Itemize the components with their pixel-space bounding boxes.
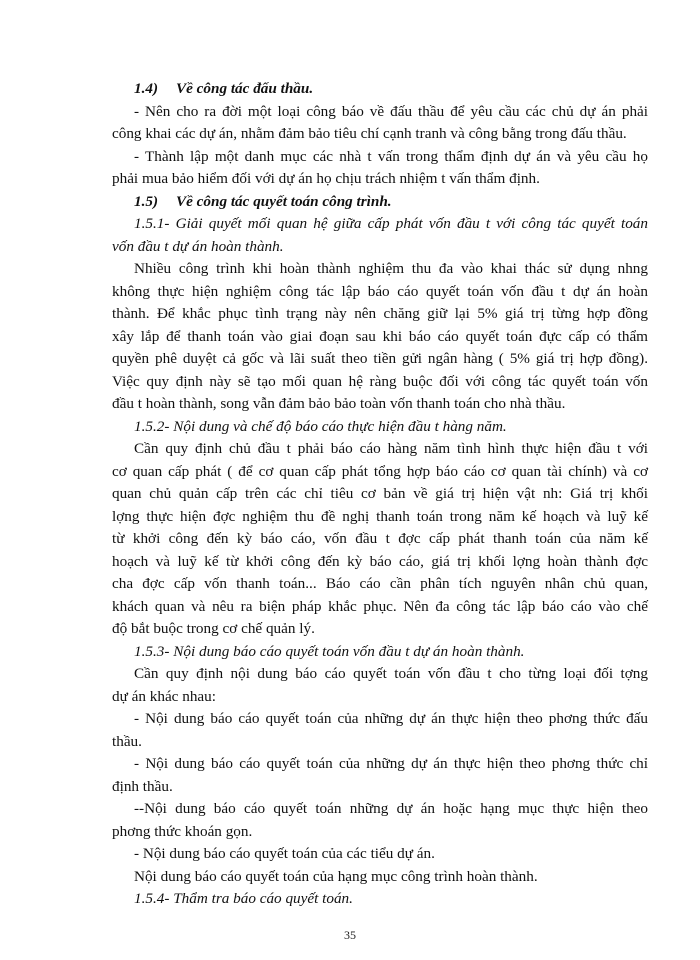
heading-text: Về công tác đấu thầu.	[176, 80, 314, 97]
list-item-cont: định thầu.	[112, 777, 173, 795]
list-item: - Nội dung báo cáo quyết toán của những dự án thực hiện theo phơng thức đấu	[134, 710, 648, 727]
list-item: --Nội dung báo cáo quyết toán những dự án hoặc hạng mục thực hiện theo	[134, 800, 648, 817]
paragraph-line: dự án khác nhau:	[112, 687, 216, 705]
paragraph-line: Cần quy định chủ đầu t phải báo cáo hàng năm tình hình thực hiện đầu t với	[134, 440, 648, 457]
paragraph-line: cha đợc cấp vốn thanh toán... Báo cáo cần phân tích nguyên nhân chủ quan,	[112, 575, 648, 592]
subsection-title-1-5-1: 1.5.1- Giải quyết mối quan hệ giữa cấp phát vốn đầu t với công tác quyết toán	[134, 215, 648, 232]
paragraph-line: - Nên cho ra đời một loại công báo về đấu thầu để yêu cầu các chủ dự án phải	[134, 102, 648, 120]
paragraph-line: cơ quan cấp phát ( để cơ quan cấp phát tổng hợp báo cáo cơ quan tài chính) và cơ	[112, 462, 648, 480]
paragraph-line: Nhiều công trình khi hoàn thành nghiệm thu đa vào khai thác sử dụng nhng	[134, 260, 648, 277]
paragraph-line: công khai các dự án, nhằm đảm bảo tiêu chí cạnh tranh và công bằng trong đấu thầu.	[112, 125, 627, 142]
list-item-cont: thầu.	[112, 732, 142, 750]
page-number: 35	[344, 928, 356, 942]
paragraph-line: hoạch và luỹ kế từ khởi công đến kỳ báo cáo, giá trị khối lợng hoàn thành đợc	[112, 552, 648, 570]
paragraph-line: quan chủ quản cấp trên các chỉ tiêu cơ bản về giá trị hiện vật nh: Giá trị khối	[112, 485, 648, 502]
paragraph-line: lợng thực hiện đợc nghiệm thu đề nghị thanh toán trong năm kế hoạch và luỹ kế	[112, 507, 648, 525]
paragraph-line: đầu t hoàn thành, song vẫn đảm bảo bảo toàn vốn thanh toán cho nhà thầu.	[112, 395, 566, 412]
heading-number: 1.4)	[134, 80, 159, 97]
paragraph-line: Việc quy định này sẽ tạo mối quan hệ ràng buộc đối với công tác quyết toán vốn	[112, 372, 648, 390]
subsection-title-1-5-1-cont: vốn đầu t dự án hoàn thành.	[112, 237, 284, 255]
heading-text: Về công tác quyết toán công trình.	[176, 192, 392, 210]
paragraph-line: Nội dung báo cáo quyết toán của hạng mục công trình hoàn thành.	[134, 867, 538, 885]
list-item-cont: phơng thức khoán gọn.	[112, 822, 253, 840]
heading-number: 1.5)	[134, 192, 159, 210]
subsection-title-1-5-4: 1.5.4- Thẩm tra báo cáo quyết toán.	[134, 890, 353, 907]
section-heading-1-5	[112, 191, 648, 214]
subsection-title-1-5-2: 1.5.2- Nội dung và chế độ báo cáo thực hiện đầu t hàng năm.	[134, 417, 507, 435]
section-heading-1-4	[112, 78, 648, 101]
paragraph-line: khách quan và nêu ra biện pháp khắc phục. Nên đa công tác lập báo cáo vào chế	[112, 597, 648, 615]
paragraph-line: Cần quy định nội dung báo cáo quyết toán vốn đầu t cho từng loại đối tợng	[134, 665, 648, 682]
list-item: - Nội dung báo cáo quyết toán của những dự án thực hiện theo phơng thức chỉ	[134, 755, 648, 772]
list-item: - Nội dung báo cáo quyết toán của các tiểu dự án.	[134, 845, 435, 862]
document-body	[112, 78, 648, 911]
paragraph-line: quyền phê duyệt cả gốc và lãi suất theo tiền gửi ngân hàng ( 5% giá trị hợp đồng).	[112, 350, 648, 367]
paragraph-line: - Thành lập một danh mục các nhà t vấn trong thẩm định dự án và yêu cầu họ	[134, 147, 648, 165]
paragraph-line: phải mua bảo hiểm đối với dự án họ chịu trách nhiệm t vấn thẩm định.	[112, 170, 540, 187]
paragraph-line: độ bắt buộc trong cơ chế quản lý.	[112, 620, 315, 637]
paragraph-line: xây lắp để thanh toán vào giai đoạn sau khi báo cáo quyết toán đực cấp có thẩm	[112, 327, 648, 345]
paragraph-line: thành. Để khắc phục tình trạng này nên chăng giữ lại 5% giá trị từng hợp đồng	[112, 305, 648, 322]
paragraph-line: từ khởi công đến kỳ báo cáo, vốn đầu t đợc cấp phát thanh toán của năm kế	[112, 530, 648, 547]
paragraph-line: không thực hiện nghiệm công tác lập báo cáo quyết toán vốn đầu t dự án hoàn	[112, 282, 648, 300]
subsection-title-1-5-3: 1.5.3- Nội dung báo cáo quyết toán vốn đầu t dự án hoàn thành.	[134, 642, 525, 660]
